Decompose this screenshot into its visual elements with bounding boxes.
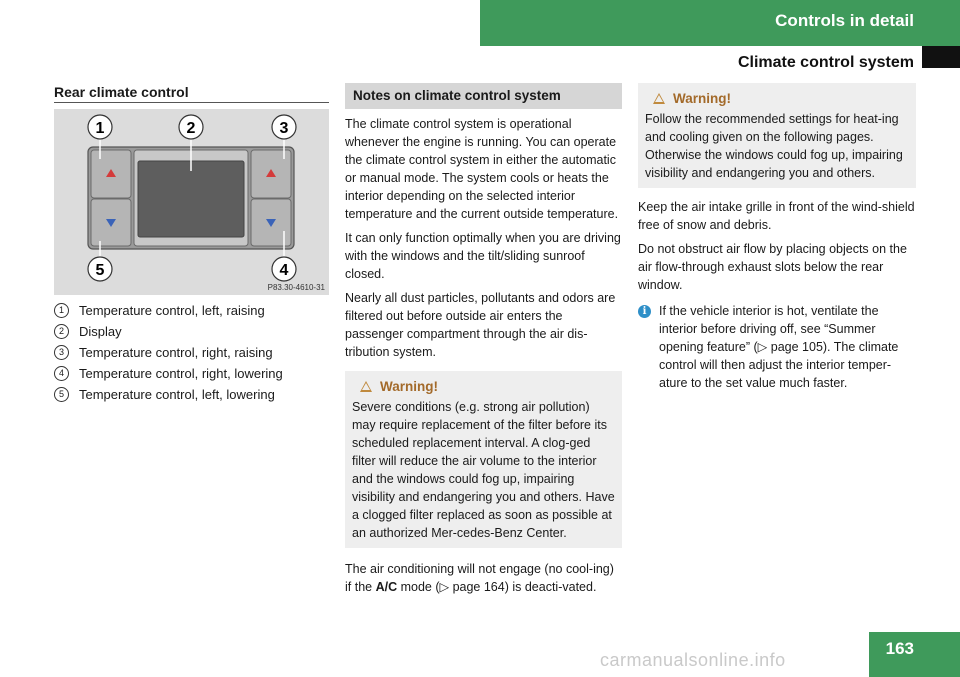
- legend-item: [54, 342, 329, 363]
- subsection-title: Climate control system: [737, 54, 914, 71]
- callout-3: 3: [279, 120, 289, 137]
- warning-triangle-icon: [653, 93, 665, 104]
- page-number-box: [869, 632, 960, 677]
- title-rule: [54, 102, 329, 103]
- legend-text: Temperature control, right, lowering: [79, 366, 283, 381]
- warning-text: Severe conditions (e.g. strong air pollution) may require replacement of the filter before its scheduled replacement interval. A clog-ged filter will reduce the air volume to the interior and the windows could fog up, impairing visibility and endangering you and others. Have a clogged filter replaced as soon as possible at an authorized Mer-cedes-Benz Center.: [352, 400, 615, 540]
- ac-mode: A/C: [375, 580, 398, 594]
- legend-text: Temperature control, left, lowering: [79, 387, 275, 402]
- ac-paragraph: [345, 560, 622, 596]
- section-title: Controls in detail: [775, 11, 914, 30]
- callout-5: 5: [95, 262, 105, 279]
- warning-triangle-icon: [360, 381, 372, 392]
- legend-text: Display: [79, 324, 122, 339]
- callout-2: 2: [186, 120, 196, 137]
- callout-4: 4: [279, 262, 289, 279]
- figure-code: P83.30-4610-31: [267, 283, 325, 292]
- ac-text-pre: The air conditioning will not engage (no cool-ing) if the: [345, 562, 614, 594]
- legend-text: Temperature control, left, raising: [79, 303, 265, 318]
- notes-paragraph: Nearly all dust particles, pollutants and odors are filtered out before outside air enters the passenger compartment through the air dis-tribution system.: [345, 291, 616, 359]
- warning-text: Follow the recommended settings for heat-ing and cooling given on the following pages. Otherwise the windows could fog up, impairing visibility and endangering you and others.: [645, 112, 903, 180]
- warning-title: [360, 376, 615, 396]
- notes-paragraph: It can only function optimally when you are driving with the windows and the tilt/sliding sunroof closed.: [345, 231, 621, 281]
- info-note: [638, 302, 916, 392]
- ac-text-post: mode (▷ page 164) is deacti-vated.: [397, 580, 597, 594]
- legend-number: 3: [54, 345, 69, 360]
- warning-label: Warning!: [673, 90, 731, 106]
- info-icon: i: [638, 305, 651, 318]
- legend-text: Temperature control, right, raising: [79, 345, 273, 360]
- filter-warning-box: [345, 371, 622, 548]
- legend-item: [54, 321, 329, 342]
- notes-paragraph: The climate control system is operational whenever the engine is running. You can operate the climate control system in either the automatic or manual mode. The system cools or heats the interior depending on the selected interior temperature and the current outside temperature.: [345, 117, 619, 221]
- legend-number: 1: [54, 303, 69, 318]
- info-text: If the vehicle interior is hot, ventilate the interior before driving off, see “Summer opening feature” (▷ page 105). The climate control will then adjust the interior temper-ature to the set value much faster.: [659, 304, 899, 390]
- control-panel-illustration: [54, 109, 329, 295]
- watermark: carmanualsonline.info: [600, 650, 786, 670]
- right-column: [638, 83, 916, 392]
- rear-control-figure: [54, 109, 329, 295]
- warning-label: Warning!: [380, 378, 438, 394]
- intake-paragraph: Keep the air intake grille in front of the wind-shield free of snow and debris.: [638, 200, 915, 232]
- exhaust-paragraph: Do not obstruct air flow by placing objects on the air flow-through exhaust slots below the rear window.: [638, 242, 907, 292]
- header-marker: [922, 46, 960, 68]
- legend-number: 2: [54, 324, 69, 339]
- legend-item: [54, 300, 329, 321]
- page-number: 163: [885, 639, 914, 658]
- fogging-warning-box: [638, 83, 916, 188]
- notes-column: [345, 83, 622, 596]
- legend-item: [54, 384, 329, 405]
- legend-number: 4: [54, 366, 69, 381]
- legend-item: [54, 363, 329, 384]
- figure-legend: [54, 300, 329, 405]
- legend-number: 5: [54, 387, 69, 402]
- notes-heading: Notes on climate control system: [345, 83, 622, 109]
- warning-title: [653, 88, 909, 108]
- callout-1: 1: [95, 120, 105, 137]
- rear-climate-title: Rear climate control: [54, 84, 189, 100]
